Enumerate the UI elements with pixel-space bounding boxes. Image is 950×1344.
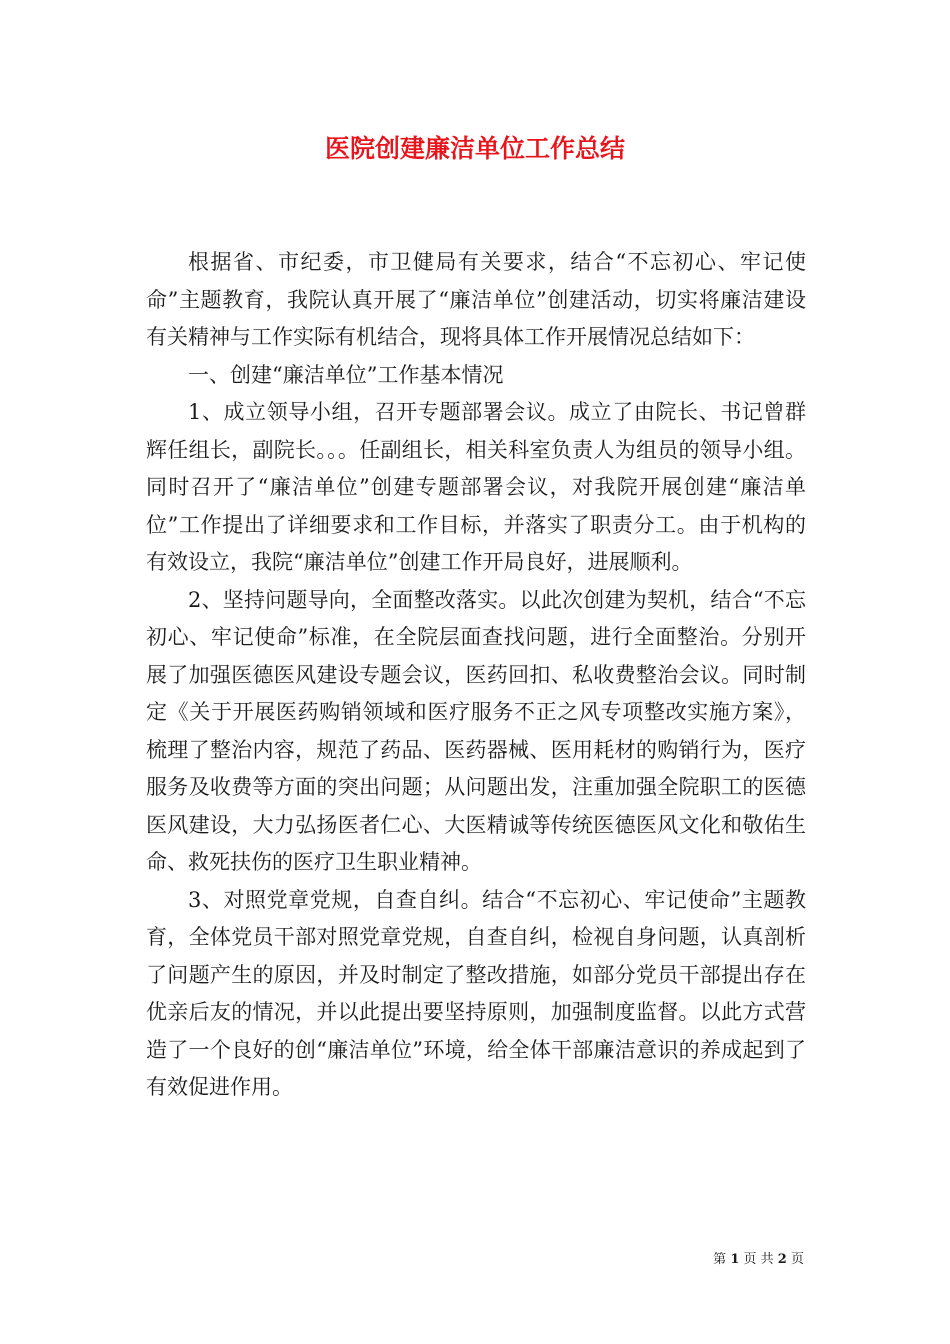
footer-middle: 页 共 <box>743 1252 774 1267</box>
footer-total-pages: 2 <box>777 1252 787 1267</box>
footer-prefix: 第 <box>713 1252 727 1267</box>
document-title: 医院创建廉洁单位工作总结 <box>324 134 625 163</box>
item-2-paragraph: 2、坚持问题导向，全面整改落实。以此次创建为契机，结合“不忘初心、牢记使命”标准，在全院层面查找问题，进行全面整治。分别开展了加强医德医风建设专题会议，医药回扣、私收费整治会议。同时制定《关于开展医药购销领域和医疗服务不正之风专项整改实施方案》，梳理了整治内容，规范了药品、医药器械、医用耗材的购销行为，医疗服务及收费等方面的突出问题；从问题出发，注重加强全院职工的医德医风建设，大力弘扬医者仁心、大医精诚等传统医德医风文化和敬佑生命、救死扶伤的医疗卫生职业精神。 <box>146 587 806 874</box>
footer-current-page: 1 <box>730 1252 740 1267</box>
footer-suffix: 页 <box>790 1252 804 1267</box>
page-number-footer <box>713 1248 804 1267</box>
document-body <box>146 244 806 1107</box>
intro-paragraph: 根据省、市纪委，市卫健局有关要求，结合“不忘初心、牢记使命”主题教育，我院认真开展了“廉洁单位”创建活动，切实将廉洁建设有关精神与工作实际有机结合，现将具体工作开展情况总结如下： <box>146 250 806 349</box>
item-3-paragraph: 3、对照党章党规，自查自纠。结合“不忘初心、牢记使命”主题教育，全体党员干部对照党章党规，自查自纠，检视自身问题，认真剖析了问题产生的原因，并及时制定了整改措施，如部分党员干部提出存在优亲后友的情况，并以此提出要坚持原则，加强制度监督。以此方式营造了一个良好的创“廉洁单位”环境，给全体干部廉洁意识的养成起到了有效促进作用。 <box>146 887 806 1099</box>
item-1-paragraph: 1、成立领导小组，召开专题部署会议。成立了由院长、书记曾群辉任组长，副院长。。。任副组长，相关科室负责人为组员的领导小组。同时召开了“廉洁单位”创建专题部署会议，对我院开展创建“廉洁单位”工作提出了详细要求和工作目标，并落实了职责分工。由于机构的有效设立，我院“廉洁单位”创建工作开局良好，进展顺利。 <box>146 400 806 574</box>
section-heading: 一、创建“廉洁单位”工作基本情况 <box>188 362 504 387</box>
